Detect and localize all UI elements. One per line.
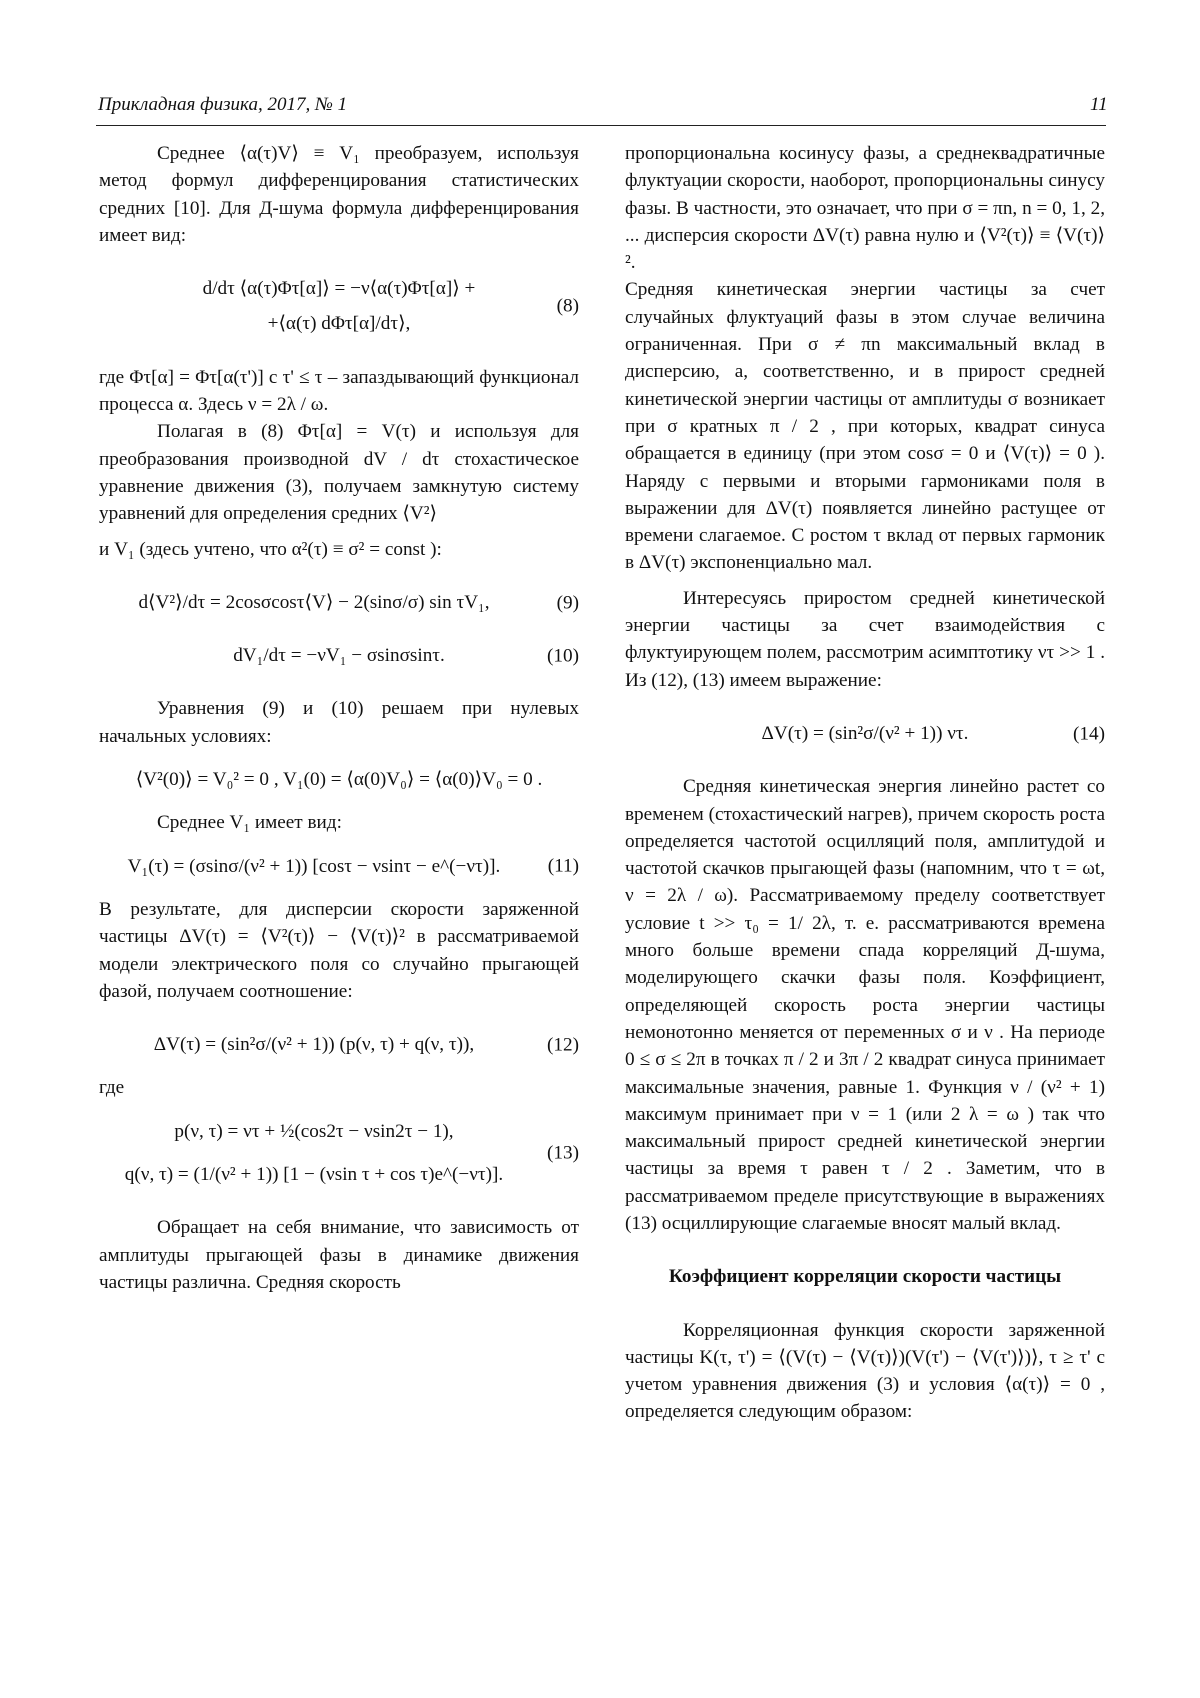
equation-9 xyxy=(99,589,579,616)
paragraph: пропорциональна косинусу фазы, а среднеквадратичные флуктуации скорости, наоборот, пропорциональны синусу фазы. В частности, это означает, что при σ = πn, n = 0, 1, 2, ... дисперсия скорости ΔV(τ) равна нулю и ⟨V²(τ)⟩ ≡ ⟨V(τ)⟩². xyxy=(625,140,1105,276)
paragraph: и V₁ (здесь учтено, что α²(τ) ≡ σ² = const ): xyxy=(99,536,579,563)
paragraph: Среднее V₁ имеет вид: xyxy=(99,809,579,836)
equation-initial-conditions-body: ⟨V²(0)⟩ = V₀² = 0 , V₁(0) = ⟨α(0)V₀⟩ = ⟨α(0)⟩V₀ = 0 . xyxy=(99,766,579,793)
equation-13-line-1: p(ν, τ) = ντ + ½(cos2τ − νsin2τ − 1), xyxy=(99,1118,579,1145)
equation-number: (9) xyxy=(557,589,579,616)
equation-number: (14) xyxy=(1073,720,1105,747)
equation-number: (8) xyxy=(557,293,579,320)
paragraph: Корреляционная функция скорости заряженной частицы K(τ, τ') = ⟨(V(τ) − ⟨V(τ)⟩)(V(τ') − ⟨V(τ')⟩)⟩, τ ≥ τ' с учетом уравнения движения (3) и условия ⟨α(τ)⟩ = 0 , определяется следующим образом: xyxy=(625,1317,1105,1426)
left-column xyxy=(99,140,579,1296)
equation-11 xyxy=(99,853,579,880)
equation-9-body: d⟨V²⟩/dτ = 2cosσcosτ⟨V⟩ − 2(sinσ/σ) sin τV₁, xyxy=(99,589,579,616)
paragraph: Средняя кинетическая энергии частицы за счет случайных флуктуаций фазы в этом случае величина ограниченная. При σ ≠ πn максимальный вклад в дисперсию, а, соответственно, и в прирост средней кинетической энергии частицы от амплитуды σ возникает при σ кратных π / 2 , при которых, квадрат синуса обращается в единицу (при этом cosσ = 0 и ⟨V(τ)⟩ = 0 ). Наряду с первыми и вторыми гармониками поля в выражении для ΔV(τ) появляется линейно растущее от времени слагаемое. С ростом τ вклад от первых гармоник в ΔV(τ) экспоненциально мал. xyxy=(625,276,1105,576)
equation-initial-conditions xyxy=(99,766,579,793)
equation-11-body: V₁(τ) = (σsinσ/(ν² + 1)) [cosτ − νsinτ − e^(−ντ)]. xyxy=(99,853,579,880)
equation-number: (10) xyxy=(547,642,579,669)
equation-14 xyxy=(625,720,1105,747)
paragraph: Уравнения (9) и (10) решаем при нулевых начальных условиях: xyxy=(99,695,579,750)
journal-header: Прикладная физика, 2017, № 1 xyxy=(98,94,347,116)
paragraph: Обращает на себя внимание, что зависимость от амплитуды прыгающей фазы в динамике движения частицы различна. Средняя скорость xyxy=(99,1214,579,1296)
equation-number: (11) xyxy=(548,853,579,880)
equation-14-body: ΔV(τ) = (sin²σ/(ν² + 1)) ντ. xyxy=(625,720,1105,747)
equation-number: (12) xyxy=(547,1031,579,1058)
equation-12 xyxy=(99,1031,579,1058)
equation-10-body: dV₁/dτ = −νV₁ − σsinσsinτ. xyxy=(99,642,579,669)
right-column xyxy=(625,140,1105,1426)
equation-12-body: ΔV(τ) = (sin²σ/(ν² + 1)) (p(ν, τ) + q(ν, τ)), xyxy=(99,1031,579,1058)
equation-8 xyxy=(99,275,579,338)
page xyxy=(0,0,1200,1698)
paragraph: В результате, для дисперсии скорости заряженной частицы ΔV(τ) = ⟨V²(τ)⟩ − ⟨V(τ)⟩² в рассматриваемой модели электрического поля со случайно прыгающей фазой, получаем соотношение: xyxy=(99,896,579,1005)
paragraph: где xyxy=(99,1074,579,1101)
equation-8-line-1: d/dτ ⟨α(τ)Φτ[α]⟩ = −ν⟨α(τ)Φτ[α]⟩ + xyxy=(99,275,579,302)
header-rule xyxy=(96,125,1106,126)
equation-10 xyxy=(99,642,579,669)
equation-13 xyxy=(99,1118,579,1189)
equation-13-line-2: q(ν, τ) = (1/(ν² + 1)) [1 − (νsin τ + cos τ)e^(−ντ)]. xyxy=(99,1161,579,1188)
paragraph: где Φτ[α] = Φτ[α(τ')] с τ' ≤ τ – запаздывающий функционал процесса α. Здесь ν = 2λ / ω. xyxy=(99,364,579,419)
paragraph: Интересуясь приростом средней кинетической энергии частицы за счет взаимодействия с флуктуирующем полем, рассмотрим асимптотику ντ >> 1 . Из (12), (13) имеем выражение: xyxy=(625,585,1105,694)
paragraph: Средняя кинетическая энергия линейно растет со временем (стохастический нагрев), причем скорость роста определяется частотой осцилляций поля, амплитудой и частотой скачков прыгающей фазы (напомним, что τ = ωt, ν = 2λ / ω). Рассматриваемому пределу соответствует условие t >> τ₀ = 1/ 2λ, т. е. рассматриваются времена много больше времени спада корреляций Д-шума, моделирующего скачки фазы поля. Коэффициент, определяющей скорость роста энергии частицы немонотонно меняется от переменных σ и ν . На периоде 0 ≤ σ ≤ 2π в точках π / 2 и 3π / 2 квадрат синуса принимает максимальные значения, равные 1. Функция ν / (ν² + 1) максимум принимает при ν = 1 (или 2 λ = ω ) так что максимальный прирост средней кинетической энергии частицы за время τ равен τ / 2 . Заметим, что в рассматриваемом пределе присутствующие в выражениях (13) осциллирующие слагаемые вносят малый вклад. xyxy=(625,773,1105,1237)
equation-8-line-2: +⟨α(τ) dΦτ[α]/dτ⟩, xyxy=(99,310,579,337)
paragraph: Среднее ⟨α(τ)V⟩ ≡ V₁ преобразуем, используя метод формул дифференцирования статистических средних [10]. Для Д-шума формула дифференцирования имеет вид: xyxy=(99,140,579,249)
equation-number: (13) xyxy=(547,1139,579,1166)
section-title: Коэффициент корреляции скорости частицы xyxy=(625,1263,1105,1290)
page-number: 11 xyxy=(1090,94,1108,116)
paragraph: Полагая в (8) Φτ[α] = V(τ) и используя для преобразования производной dV / dτ стохастическое уравнение движения (3), получаем замкнутую систему уравнений для определения средних ⟨V²⟩ xyxy=(99,418,579,527)
